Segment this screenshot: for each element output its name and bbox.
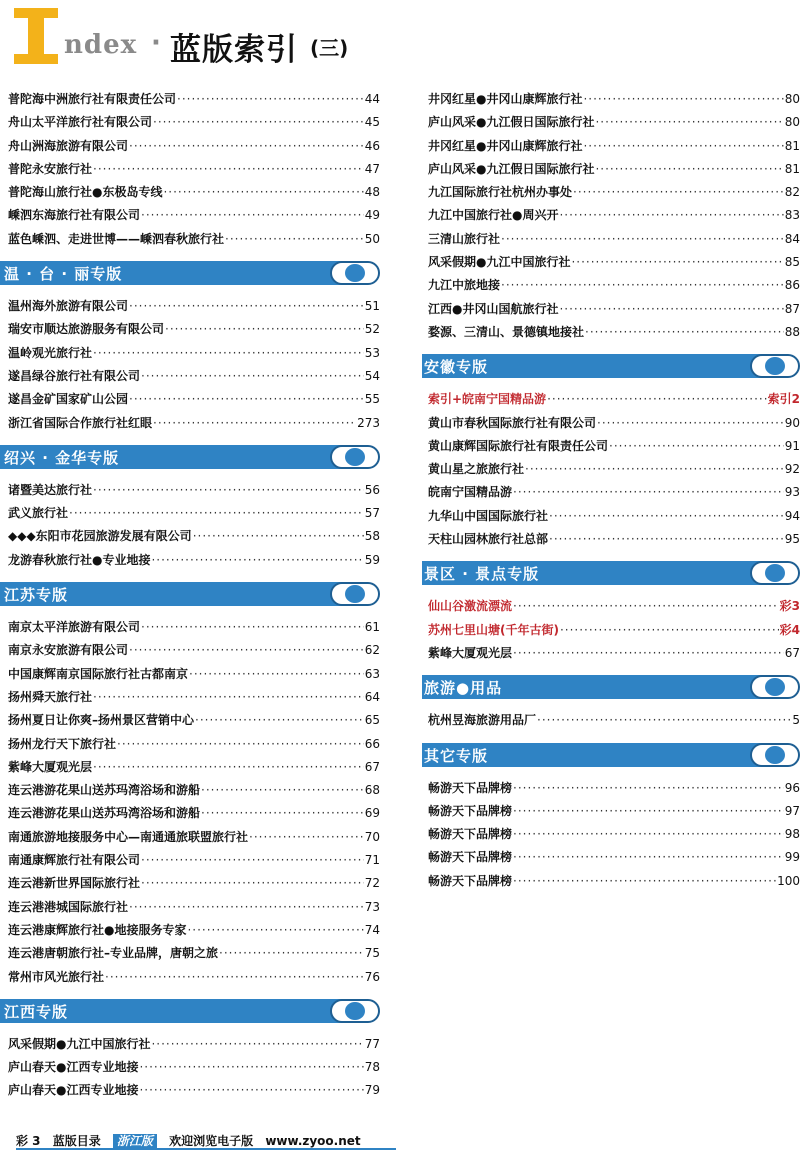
circle-pill-icon (330, 999, 380, 1023)
entry-title: 浙江省国际合作旅行社红眼 (8, 415, 153, 430)
circle-pill-icon (750, 354, 800, 378)
entry-title: 风采假期●九江中国旅行社 (428, 255, 571, 270)
index-entry[interactable] (428, 872, 800, 895)
entry-page-number: 71 (364, 853, 380, 868)
entry-title: 黄山康辉国际旅行社有限责任公司 (428, 438, 609, 453)
entry-title: 黄山星之旅旅行社 (428, 462, 525, 477)
entry-page-number: 58 (364, 529, 380, 544)
circle-pill-icon (750, 675, 800, 699)
dot-leader (609, 439, 784, 453)
index-entry[interactable] (8, 641, 380, 664)
entry-title: 遂昌绿谷旅行社有限公司 (8, 368, 141, 383)
entry-page-number: 87 (784, 301, 800, 316)
section-title: 其它专版 (424, 746, 489, 765)
index-entry[interactable] (8, 828, 380, 851)
index-entry[interactable] (8, 944, 380, 967)
dot-leader (105, 970, 364, 984)
entry-page-number: 98 (784, 827, 800, 842)
index-entry[interactable] (8, 367, 380, 390)
index-entry[interactable] (8, 735, 380, 758)
index-entry[interactable] (8, 206, 380, 229)
entry-title: 诸暨美达旅行社 (8, 482, 93, 497)
index-entry[interactable] (8, 1058, 380, 1081)
entry-page-number: 72 (364, 876, 380, 891)
section-header (424, 354, 800, 378)
section-title: 绍兴 · 金华专版 (4, 448, 120, 467)
footer-title: 蓝版目录 (52, 1134, 101, 1148)
entry-title: 九江国际旅行社杭州办事处 (428, 185, 573, 200)
section-title: 温 · 台 · 丽专版 (4, 265, 123, 284)
entry-page-number: 100 (777, 873, 800, 888)
entry-page-number: 63 (364, 666, 380, 681)
entry-page-number: 74 (364, 922, 380, 937)
dot-leader (501, 278, 784, 292)
index-entry[interactable] (428, 253, 800, 276)
entry-page-number: 73 (364, 899, 380, 914)
dot-leader (141, 208, 364, 222)
entry-title: 南通旅游地接服务中心—南通通旅联盟旅行社 (8, 829, 249, 844)
entry-title: 索引+皖南宁国精品游 (428, 392, 547, 407)
index-entry[interactable] (8, 390, 380, 413)
dot-leader (187, 923, 363, 937)
dot-leader (249, 830, 364, 844)
entry-page-number: 91 (784, 438, 800, 453)
dot-leader (193, 529, 364, 543)
entry-page-number: 85 (784, 255, 800, 270)
circle-pill-icon (330, 582, 380, 606)
index-entry[interactable] (428, 390, 800, 413)
entry-title: 舟山太平洋旅行社有限公司 (8, 115, 153, 130)
entry-title: 庐山风采●九江假日国际旅行社 (428, 115, 595, 130)
index-entry[interactable] (8, 297, 380, 320)
index-entry[interactable] (428, 323, 800, 346)
entry-page-number: 82 (784, 185, 800, 200)
dot-leader (585, 325, 784, 339)
circle-pill-icon (750, 743, 800, 767)
entry-page-number: 81 (784, 161, 800, 176)
dot-leader (129, 139, 364, 153)
dot-leader (559, 208, 783, 222)
dot-leader (139, 1083, 363, 1097)
entry-page-number: 93 (784, 485, 800, 500)
index-entry[interactable] (428, 711, 800, 734)
entry-page-number: 67 (364, 759, 380, 774)
footer-page-number: 彩 3 (16, 1134, 41, 1148)
entry-page-number: 88 (784, 324, 800, 339)
entry-title: 连云港新世界国际旅行社 (8, 876, 141, 891)
entry-title: 南京太平洋旅游有限公司 (8, 620, 141, 635)
index-entry[interactable] (428, 779, 800, 802)
dot-leader (537, 713, 791, 727)
section-header (424, 675, 800, 699)
entry-page-number: 95 (784, 532, 800, 547)
index-entry[interactable] (8, 804, 380, 827)
entry-title: 九江中国旅行社●周兴开 (428, 208, 559, 223)
index-entry[interactable] (8, 874, 380, 897)
index-entry[interactable] (8, 160, 380, 183)
dot-leader (69, 506, 364, 520)
dot-leader (153, 115, 364, 129)
section-header (424, 743, 800, 767)
entry-title: 瑞安市顺达旅游服务有限公司 (8, 322, 165, 337)
index-entry[interactable] (428, 90, 800, 113)
index-entry[interactable] (428, 460, 800, 483)
entry-page-number: 69 (364, 806, 380, 821)
entry-title: 连云港唐朝旅行社–专业品牌，唐朝之旅 (8, 946, 219, 961)
entry-title: 庐山风采●九江假日国际旅行社 (428, 161, 595, 176)
index-entry[interactable] (8, 851, 380, 874)
index-word: ndex (64, 30, 138, 60)
entry-page-number: 76 (364, 969, 380, 984)
circle-pill-icon (330, 261, 380, 285)
entry-title: 仙山谷激流漂流 (428, 599, 513, 614)
entry-page-number: 51 (364, 299, 380, 314)
dot-leader (513, 850, 784, 864)
entry-title: 畅游天下品牌榜 (428, 850, 513, 865)
dot-leader (583, 92, 783, 106)
index-entry[interactable] (8, 551, 380, 574)
index-entry[interactable] (8, 1035, 380, 1058)
entry-page-number: 90 (784, 415, 800, 430)
entry-page-number: 5 (792, 713, 800, 728)
entry-title: 扬州夏日让你爽–扬州景区营销中心 (8, 713, 195, 728)
dot-leader (129, 392, 364, 406)
index-entry[interactable] (8, 758, 380, 781)
entry-page-number: 80 (784, 92, 800, 106)
dot-leader (513, 827, 784, 841)
entry-title: 南京永安旅游有限公司 (8, 643, 129, 658)
entry-title: 扬州龙行天下旅行社 (8, 736, 117, 751)
dot-leader (225, 232, 364, 246)
entry-page-number: 99 (784, 850, 800, 865)
index-entry[interactable] (428, 621, 800, 644)
section-title: 旅游●用品 (424, 679, 503, 698)
entry-page-number: 53 (364, 345, 380, 360)
entry-page-number: 52 (364, 322, 380, 337)
dot-leader (93, 690, 364, 704)
dot-leader (513, 781, 784, 795)
dot-leader (513, 646, 784, 660)
dot-leader (195, 713, 364, 727)
entry-title: 九华山中国国际旅行社 (428, 508, 549, 523)
entry-page-number: 48 (364, 185, 380, 200)
entry-title: 风采假期●九江中国旅行社 (8, 1036, 151, 1051)
dot-leader (163, 185, 363, 199)
entry-title: 温岭观光旅行社 (8, 345, 93, 360)
entry-title: 皖南宁国精品游 (428, 485, 513, 500)
entry-page-number: 94 (784, 508, 800, 523)
index-entry[interactable] (8, 414, 380, 437)
index-entry[interactable] (428, 437, 800, 460)
entry-title: 畅游天下品牌榜 (428, 827, 513, 842)
dot-leader (177, 92, 364, 106)
index-entry[interactable] (8, 230, 380, 253)
index-entry[interactable] (8, 320, 380, 343)
entry-title: 婺源、三清山、景德镇地接社 (428, 324, 585, 339)
dot-leader (93, 162, 364, 176)
entry-page-number: 索引2 (767, 392, 800, 407)
dot-leader (129, 900, 364, 914)
dot-leader (513, 874, 776, 888)
entry-page-number: 65 (364, 713, 380, 728)
entry-title: 中国康辉南京国际旅行社古都南京 (8, 666, 189, 681)
dot-leader (597, 416, 784, 430)
dot-leader (93, 346, 364, 360)
page-footer (16, 1132, 800, 1150)
index-entry[interactable] (8, 344, 380, 367)
entry-page-number: 80 (784, 115, 800, 130)
entry-page-number: 83 (784, 208, 800, 223)
section-header (424, 561, 800, 585)
entry-title: 黄山市春秋国际旅行社有限公司 (428, 415, 597, 430)
index-entry[interactable] (8, 968, 380, 991)
index-entry[interactable] (8, 183, 380, 206)
section-header (4, 261, 380, 285)
index-entry[interactable] (428, 825, 800, 848)
index-entry[interactable] (8, 711, 380, 734)
dot-leader (513, 804, 784, 818)
dot-leader (141, 369, 364, 383)
index-entry[interactable] (8, 137, 380, 160)
dot-leader (151, 553, 363, 567)
entry-page-number: 79 (364, 1083, 380, 1098)
entry-title: 苏州七里山塘(千年古街) (428, 622, 559, 637)
entry-title: 庐山春天●江西专业地接 (8, 1083, 139, 1098)
entry-page-number: 70 (364, 829, 380, 844)
index-entry[interactable] (428, 507, 800, 530)
index-letter-logo (14, 8, 58, 62)
entry-title: 井冈红星●井冈山康辉旅行社 (428, 138, 583, 153)
index-entry[interactable] (428, 802, 800, 825)
dot-leader (549, 532, 784, 546)
dot-leader (93, 760, 364, 774)
dot-leader (165, 322, 364, 336)
entry-page-number: 77 (364, 1036, 380, 1051)
index-entry[interactable] (428, 160, 800, 183)
entry-page-number: 68 (364, 783, 380, 798)
entry-page-number: 46 (364, 138, 380, 153)
entry-title: 嵊泗东海旅行社有限公司 (8, 208, 141, 223)
entry-title: 普陀永安旅行社 (8, 161, 93, 176)
index-entry[interactable] (428, 597, 800, 620)
entry-title: 紫峰大厦观光层 (428, 645, 513, 660)
entry-title: 连云港游花果山送苏玛湾浴场和游船 (8, 806, 201, 821)
index-entry[interactable] (8, 90, 380, 113)
index-entry[interactable] (428, 414, 800, 437)
index-entry[interactable] (8, 481, 380, 504)
entry-page-number: 56 (364, 482, 380, 497)
entry-page-number: 彩3 (779, 599, 800, 614)
index-entry[interactable] (8, 688, 380, 711)
index-entry[interactable] (428, 644, 800, 667)
dot-leader (595, 162, 783, 176)
section-header (4, 999, 380, 1023)
entry-title: 杭州昱海旅游用品厂 (428, 713, 537, 728)
entry-title: 紫峰大厦观光层 (8, 759, 93, 774)
index-entry[interactable] (8, 665, 380, 688)
entry-page-number: 55 (364, 392, 380, 407)
entry-title: 连云港游花果山送苏玛湾浴场和游船 (8, 783, 201, 798)
dot-leader (141, 876, 364, 890)
index-entry[interactable] (8, 113, 380, 136)
dot-leader (560, 623, 779, 637)
entry-title: 江西●井冈山国航旅行社 (428, 301, 559, 316)
dot-leader (549, 509, 784, 523)
index-entry[interactable] (8, 527, 380, 550)
dot-leader (129, 643, 364, 657)
index-entry[interactable] (8, 898, 380, 921)
index-entry[interactable] (8, 504, 380, 527)
index-entry[interactable] (428, 137, 800, 160)
entry-page-number: 62 (364, 643, 380, 658)
entry-title: 连云港康辉旅行社●地接服务专家 (8, 922, 187, 937)
entry-title: 龙游春秋旅行社●专业地接 (8, 552, 151, 567)
dot-leader (141, 620, 364, 634)
right-column (424, 90, 800, 895)
entry-page-number: 75 (364, 946, 380, 961)
footer-welcome: 欢迎浏览电子版 (169, 1134, 254, 1148)
index-entry[interactable] (428, 183, 800, 206)
entry-page-number: 64 (364, 689, 380, 704)
entry-page-number: 彩4 (779, 622, 800, 637)
entry-page-number: 97 (784, 803, 800, 818)
entry-title: ◆◆◆东阳市花园旅游发展有限公司 (8, 529, 192, 544)
left-column (4, 90, 380, 1105)
circle-pill-icon (750, 561, 800, 585)
entry-title: 连云港港城国际旅行社 (8, 899, 129, 914)
entry-page-number: 49 (364, 208, 380, 223)
dot-leader (595, 115, 783, 129)
entry-title: 九江中旅地接 (428, 278, 501, 293)
dot-leader (501, 232, 784, 246)
entry-title: 南通康辉旅行社有限公司 (8, 853, 141, 868)
entry-title: 遂昌金矿国家矿山公园 (8, 392, 129, 407)
entry-page-number: 59 (364, 552, 380, 567)
entry-page-number: 78 (364, 1060, 380, 1075)
entry-page-number: 92 (784, 462, 800, 477)
dot-leader (189, 667, 364, 681)
dot-leader (571, 255, 783, 269)
entry-page-number: 81 (784, 138, 800, 153)
index-entry[interactable] (8, 781, 380, 804)
index-entry[interactable] (428, 276, 800, 299)
section-header (4, 582, 380, 606)
dot-leader (129, 299, 364, 313)
entry-page-number: 84 (784, 231, 800, 246)
entry-page-number: 273 (357, 415, 380, 430)
entry-title: 庐山春天●江西专业地接 (8, 1060, 139, 1075)
index-entry[interactable] (428, 530, 800, 553)
dot-leader (219, 946, 364, 960)
entry-title: 天柱山园林旅行社总部 (428, 532, 549, 547)
entry-title: 普陀海中洲旅行社有限责任公司 (8, 92, 177, 106)
entry-title: 扬州舜天旅行社 (8, 689, 93, 704)
dot-leader (573, 185, 784, 199)
entry-page-number: 86 (784, 278, 800, 293)
entry-title: 舟山洲海旅游有限公司 (8, 138, 129, 153)
header-dot: · (151, 28, 161, 58)
entry-page-number: 61 (364, 620, 380, 635)
page-subtitle: (三) (310, 36, 349, 60)
entry-title: 武义旅行社 (8, 506, 69, 521)
index-entry[interactable] (428, 848, 800, 871)
footer-url-link[interactable]: www.zyoo.net (265, 1134, 361, 1148)
index-entry[interactable] (8, 921, 380, 944)
entry-title: 畅游天下品牌榜 (428, 803, 513, 818)
dot-leader (525, 462, 784, 476)
dot-leader (93, 483, 364, 497)
dot-leader (117, 737, 364, 751)
index-entry[interactable] (428, 113, 800, 136)
entry-page-number: 44 (364, 92, 380, 106)
dot-leader (139, 1060, 363, 1074)
entry-title: 畅游天下品牌榜 (428, 780, 513, 795)
entry-page-number: 45 (364, 115, 380, 130)
entry-title: 畅游天下品牌榜 (428, 873, 513, 888)
dot-leader (201, 783, 364, 797)
entry-title: 普陀海山旅行社●东极岛专线 (8, 185, 163, 200)
entry-page-number: 47 (364, 161, 380, 176)
dot-leader (151, 1037, 363, 1051)
entry-title: 温州海外旅游有限公司 (8, 299, 129, 314)
entry-page-number: 66 (364, 736, 380, 751)
entry-page-number: 96 (784, 780, 800, 795)
section-title: 江苏专版 (4, 586, 69, 605)
entry-title: 蓝色嵊泗、走进世博——嵊泗春秋旅行社 (8, 231, 225, 246)
section-title: 景区 · 景点专版 (424, 565, 540, 584)
index-entry[interactable] (8, 1081, 380, 1104)
entry-title: 井冈红星●井冈山康辉旅行社 (428, 92, 583, 106)
circle-pill-icon (330, 445, 380, 469)
entry-page-number: 57 (364, 506, 380, 521)
index-entry[interactable] (428, 230, 800, 253)
entry-page-number: 67 (784, 645, 800, 660)
footer-edition-badge: 浙江版 (113, 1134, 157, 1148)
index-entry[interactable] (428, 206, 800, 229)
section-title: 安徽专版 (424, 358, 489, 377)
section-title: 江西专版 (4, 1002, 69, 1021)
index-entry[interactable] (428, 300, 800, 323)
dot-leader (153, 416, 356, 430)
entry-title: 常州市风光旅行社 (8, 969, 105, 984)
dot-leader (201, 806, 364, 820)
section-header (4, 445, 380, 469)
entry-page-number: 50 (364, 231, 380, 246)
index-entry[interactable] (8, 618, 380, 641)
dot-leader (513, 485, 784, 499)
dot-leader (141, 853, 364, 867)
entry-page-number: 54 (364, 368, 380, 383)
entry-title: 三清山旅行社 (428, 231, 501, 246)
dot-leader (583, 139, 783, 153)
dot-leader (559, 302, 783, 316)
page-header (0, 0, 800, 72)
dot-leader (513, 599, 779, 613)
dot-leader (547, 392, 767, 406)
page-title: 蓝版索引 (170, 32, 298, 68)
index-entry[interactable] (428, 483, 800, 506)
